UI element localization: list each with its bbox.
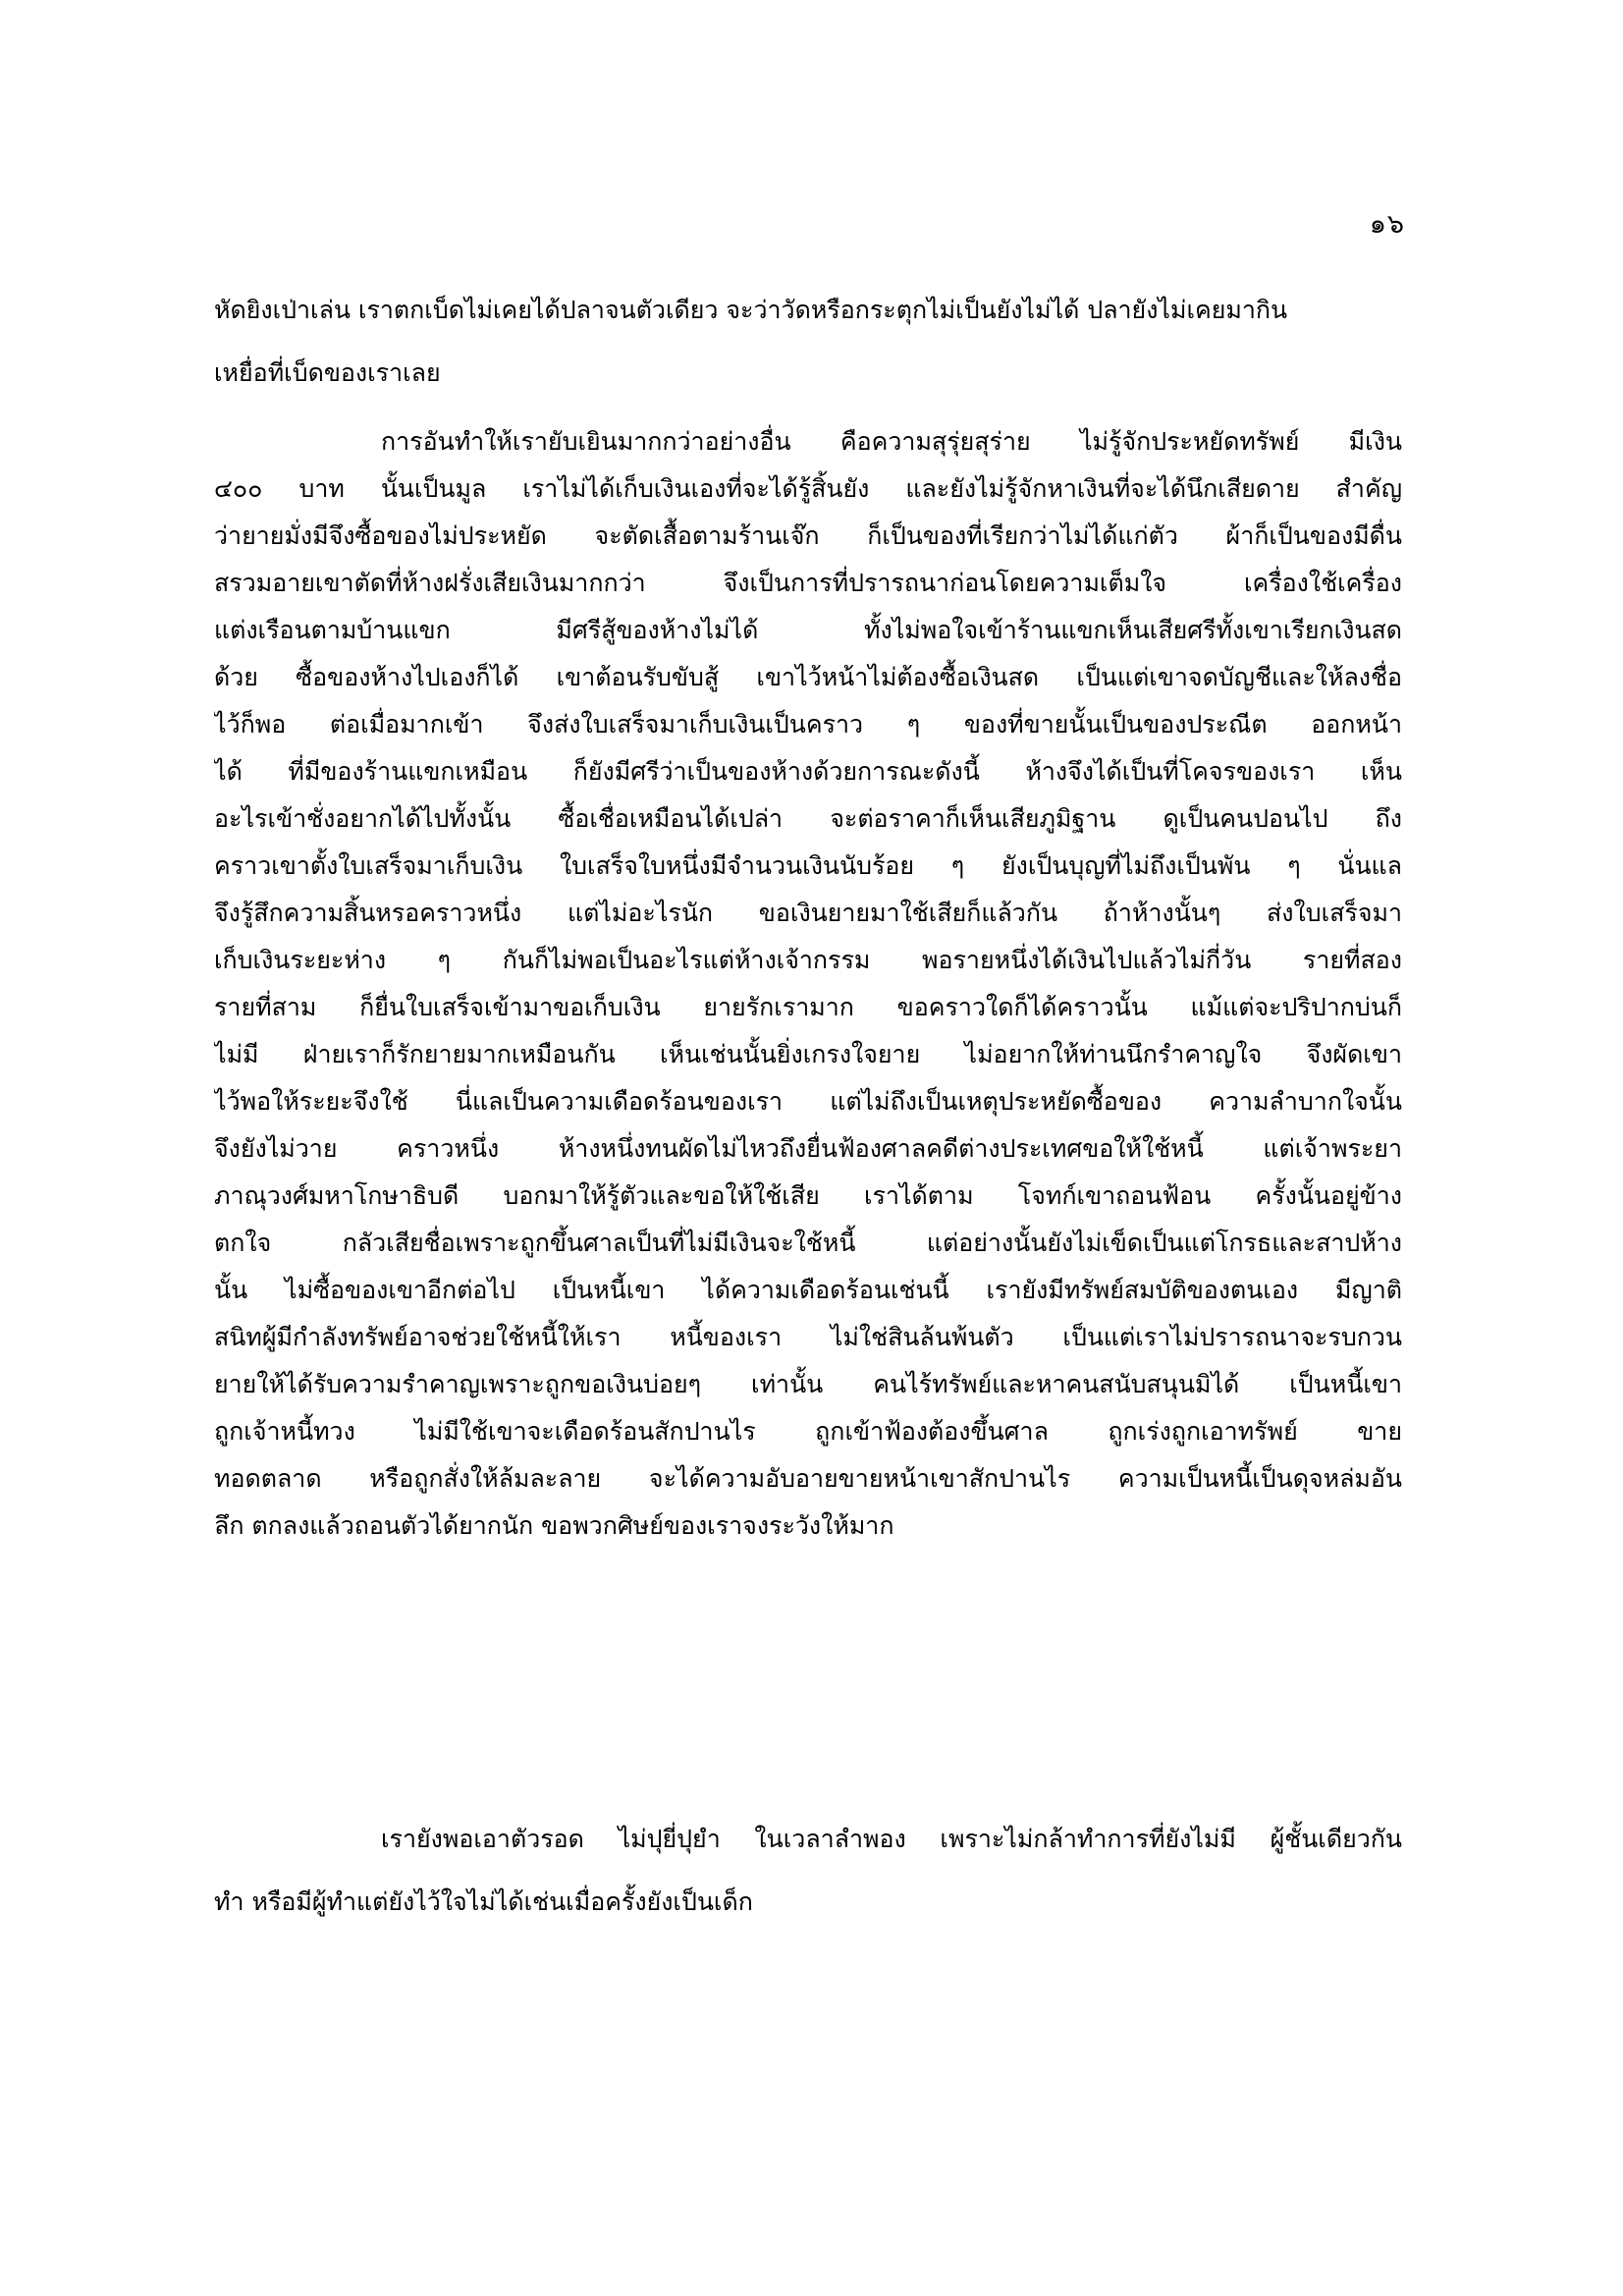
text-line: หัดยิงเป่าเล่น เราตกเบ็ดไม่เคยได้ปลาจนตัวเดียว จะว่าวัดหรือกระตุกไม่เป็นยังไม่ได้ ปลายังไม่เคยมากิน bbox=[214, 296, 1288, 324]
text-line: สรวมอายเขาตัดที่ห้างฝรั่งเสียเงินมากกว่า จึงเป็นการที่ปรารถนาก่อนโดยความเต็มใจ เครื่องใช้เครื่อง bbox=[214, 569, 1402, 597]
main-paragraph bbox=[214, 422, 1402, 1554]
text-line: ได้ ที่มีของร้านแขกเหมือน ก็ยังมีศรีว่าเป็นของห้างด้วยการณะดังนี้ ห้างจึงได้เป็นที่โคจรของเรา เห็น bbox=[214, 757, 1402, 786]
text-line: ภาณุวงศ์มหาโกษาธิบดี บอกมาให้รู้ตัวและขอให้ใช้เสีย เราได้ตาม โจทก์เขาถอนฟ้อน ครั้งนั้นอยู่ข้าง bbox=[214, 1181, 1402, 1210]
text-line: ตกใจ กลัวเสียชื่อเพราะถูกขึ้นศาลเป็นที่ไม่มีเงินจะใช้หนี้ แต่อย่างนั้นยังไม่เข็ดเป็นแต่โกรธและสาปห้าง bbox=[214, 1229, 1402, 1257]
text-line: ยายให้ได้รับความรำคาญเพราะถูกขอเงินบ่อยๆ เท่านั้น คนไร้ทรัพย์และหาคนสนับสนุนมิได้ เป็นหนี้เขา bbox=[214, 1370, 1402, 1398]
text-line: จึงยังไม่วาย คราวหนึ่ง ห้างหนึ่งทนผัดไม่ไหวถึงยื่นฟ้องศาลคดีต่างประเทศขอให้ใช้หนี้ แต่เจ้าพระยา bbox=[214, 1134, 1402, 1163]
text-line: ลึก ตกลงแล้วถอนตัวได้ยากนัก ขอพวกศิษย์ของเราจงระวังให้มาก bbox=[214, 1511, 894, 1540]
closing-paragraph bbox=[214, 1820, 1402, 1945]
text-line: ๔๐๐ บาท นั้นเป็นมูล เราไม่ได้เก็บเงินเองที่จะได้รู้สิ้นยัง และยังไม่รู้จักหาเงินที่จะได้นึกเสียดาย สำคัญ bbox=[214, 474, 1402, 503]
text-line: แต่งเรือนตามบ้านแขก มีศรีสู้ของห้างไม่ได้ ทั้งไม่พอใจเข้าร้านแขกเห็นเสียศรีทั้งเขาเรียกเงินสด bbox=[214, 616, 1402, 644]
text-line: นั้น ไม่ซื้อของเขาอีกต่อไป เป็นหนี้เขา ได้ความเดือดร้อนเช่นนี้ เรายังมีทรัพย์สมบัติของตนเอง มีญาติ bbox=[214, 1276, 1402, 1304]
intro-paragraph bbox=[214, 291, 1402, 416]
text-line: สนิทผู้มีกำลังทรัพย์อาจช่วยใช้หนี้ให้เรา หนี้ของเรา ไม่ใช่สินล้นพ้นตัว เป็นแต่เราไม่ปรารถนาจะรบกวน bbox=[214, 1323, 1402, 1351]
text-line: ว่ายายมั่งมีจึงซื้อของไม่ประหยัด จะตัดเสื้อตามร้านเจ๊ก ก็เป็นของที่เรียกว่าไม่ได้แก่ตัว ผ้าก็เป็นของมีดื่น bbox=[214, 521, 1402, 550]
text-line: เรายังพอเอาตัวรอด ไม่ปุยี่ปุยำ ในเวลาลำพอง เพราะไม่กล้าทำการที่ยังไม่มี ผู้ชั้นเดียวกัน bbox=[381, 1825, 1402, 1853]
text-line: ด้วย ซื้อของห้างไปเองก็ได้ เขาต้อนรับขับสู้ เขาไว้หน้าไม่ต้องซื้อเงินสด เป็นแต่เขาจดบัญชีและให้ลงชื่อ bbox=[214, 663, 1402, 691]
text-line: เหยื่อที่เบ็ดของเราเลย bbox=[214, 358, 441, 387]
text-line: ถูกเจ้าหนี้ทวง ไม่มีใช้เขาจะเดือดร้อนสักปานไร ถูกเข้าฟ้องต้องขึ้นศาล ถูกเร่งถูกเอาทรัพย์ ขาย bbox=[214, 1417, 1402, 1446]
text-line: ไม่มี ฝ่ายเราก็รักยายมากเหมือนกัน เห็นเช่นนั้นยิ่งเกรงใจยาย ไม่อยากให้ท่านนึกรำคาญใจ จึงผัดเขา bbox=[214, 1040, 1402, 1068]
page-number: ๑๖ bbox=[1369, 209, 1405, 240]
text-line: การอันทำให้เรายับเยินมากกว่าอย่างอื่น คือความสุรุ่ยสุร่าย ไม่รู้จักประหยัดทรัพย์ มีเงิน bbox=[381, 427, 1402, 456]
text-line: ทำ หรือมีผู้ทำแต่ยังไว้ใจไม่ได้เช่นเมื่อครั้งยังเป็นเด็ก bbox=[214, 1887, 753, 1916]
text-line: จึงรู้สึกความสิ้นหรอคราวหนึ่ง แต่ไม่อะไรนัก ขอเงินยายมาใช้เสียก็แล้วกัน ถ้าห้างนั้นๆ ส่งใบเสร็จมา bbox=[214, 899, 1402, 927]
text-line: ทอดตลาด หรือถูกสั่งให้ล้มละลาย จะได้ความอับอายขายหน้าเขาสักปานไร ความเป็นหนี้เป็นดุจหล่มอัน bbox=[214, 1464, 1402, 1493]
text-line: คราวเขาตั้งใบเสร็จมาเก็บเงิน ใบเสร็จใบหนึ่งมีจำนวนเงินนับร้อย ๆ ยังเป็นบุญที่ไม่ถึงเป็นพัน ๆ นั่นแล bbox=[214, 851, 1402, 880]
text-line: ไว้ก็พอ ต่อเมื่อมากเข้า จึงส่งใบเสร็จมาเก็บเงินเป็นคราว ๆ ของที่ขายนั้นเป็นของประณีต ออกหน้า bbox=[214, 710, 1402, 738]
text-line: อะไรเข้าชั่งอยากได้ไปทั้งนั้น ซื้อเชื่อเหมือนได้เปล่า จะต่อราคาก็เห็นเสียภูมิฐาน ดูเป็นคนปอนไป ถึง bbox=[214, 804, 1402, 833]
text-line: เก็บเงินระยะห่าง ๆ กันก็ไม่พอเป็นอะไรแต่ห้างเจ้ากรรม พอรายหนึ่งได้เงินไปแล้วไม่กี่วัน รายที่สอง bbox=[214, 946, 1402, 974]
text-line: ไว้พอให้ระยะจึงใช้ นี่แลเป็นความเดือดร้อนของเรา แต่ไม่ถึงเป็นเหตุประหยัดซื้อของ ความลำบากใจนั้น bbox=[214, 1087, 1402, 1116]
text-line: รายที่สาม ก็ยื่นใบเสร็จเข้ามาขอเก็บเงิน ยายรักเรามาก ขอคราวใดก็ได้คราวนั้น แม้แต่จะปริปากบ่นก็ bbox=[214, 993, 1402, 1021]
